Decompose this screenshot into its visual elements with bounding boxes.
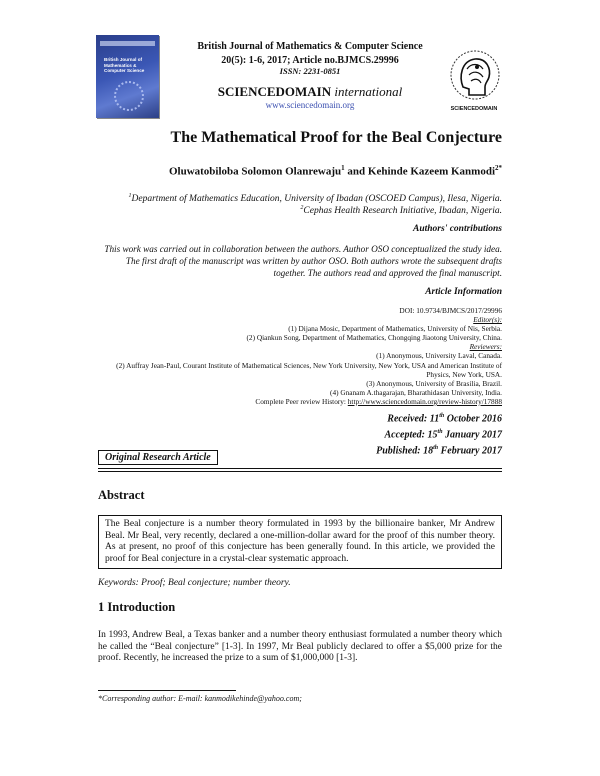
cover-emblem-icon (114, 81, 144, 111)
journal-name: British Journal of Mathematics & Computer Science 20(5): 1-6, 2017; Article no.BJMCS.29996 (160, 40, 460, 68)
published-date: Published: 18th February 2017 (376, 444, 502, 456)
doi: DOI: 10.9734/BJMCS/2017/29996 (399, 306, 502, 315)
publisher-website-link[interactable]: www.sciencedomain.org (265, 100, 355, 110)
abstract-heading: Abstract (98, 488, 145, 502)
cover-title: British Journal of Mathematics & Computer Science (104, 57, 145, 73)
divider (98, 468, 502, 469)
reviewer-item: (3) Anonymous, University of Brasilia, Brazil. (366, 378, 502, 388)
publication-dates (300, 410, 502, 457)
corresponding-author-footnote: *Corresponding author: E-mail: kanmodikehinde@yahoo.com; (98, 694, 302, 703)
contributions-heading: Authors' contributions (413, 224, 502, 234)
logo-label: SCIENCEDOMAIN (450, 106, 498, 112)
footnote-divider (98, 690, 236, 691)
article-type-badge: Original Research Article (98, 450, 218, 465)
reviewer-item: (4) Gnanam A.thagarajan, Bharathidasan University, India. (330, 387, 502, 397)
reviewer-item: (1) Anonymous, University Laval, Canada. (376, 351, 502, 361)
editors-label: Editor(s): (473, 315, 502, 325)
reviewers-label: Reviewers: (469, 342, 502, 352)
author-list: Oluwatobiloba Solomon Olanrewaju$^1$ and Kehinde Kazeem Kanmodi$^{2*}$ (168, 164, 502, 178)
affiliation-1: $^1$Department of Mathematics Education, University of Ibadan (OSCOED Campus), Ilesa, Nigeria. (128, 193, 502, 205)
introduction-text: In 1993, Andrew Beal, a Texas banker and a number theory enthusiast formulated a number theory which he called the “Beal conjecture” [1-3]. In 1997, Mr Beal publicly declared to offer a $5,000 prize for the proof. Recently, he increased the prize to a sum of $1,000,000 [1-3]. (98, 630, 502, 664)
sciencedomain-logo-icon (449, 47, 501, 109)
abstract-text: The Beal conjecture is a number theory formulated in 1993 by the billionaire banker, Mr Andrew Beal. Mr Beal, very recently, declared a one-million-dollar award for the proof of this number theory. As at present, no proof of this conjecture has been generally found. In this article, we provided the proof for Beal conjecture in a crystal-clear systematic approach. (98, 515, 502, 569)
paper-title: The Mathematical Proof for the Beal Conjecture (170, 129, 502, 146)
editor-item: (1) Dijana Mosic, Department of Mathematics, University of Nis, Serbia. (288, 324, 502, 334)
peer-review-link[interactable]: http://www.sciencedomain.org/review-history/17888 (347, 396, 502, 406)
reviewer-item: Physics, New York, USA. (426, 369, 502, 379)
issn: ISSN: 2231-0851 (279, 66, 341, 76)
keywords: Keywords: Proof; Beal conjecture; number theory. (98, 578, 291, 588)
volume-line: 20(5): 1-6, 2017; Article no.BJMCS.29996 (221, 55, 399, 66)
introduction-heading: 1 Introduction (98, 600, 176, 614)
contributions-text: This work was carried out in collaboration between the authors. Author OSO conceptualized the study idea. The first draft of the manuscript was written by author OSO. Both authors wrote the subsequent drafts together. The authors read and approved the final manuscript. (104, 244, 502, 278)
divider (98, 471, 502, 472)
publisher-name: SCIENCEDOMAIN international (217, 84, 403, 99)
received-date: Received: 11th October 2016 (387, 413, 502, 425)
affiliation-2: $^2$Cephas Health Research Initiative, Ibadan, Nigeria. (300, 205, 502, 217)
editor-item: (2) Qiankun Song, Department of Mathematics, Chongqing Jiaotong University, China. (246, 333, 502, 343)
accepted-date: Accepted: 15th January 2017 (384, 428, 502, 441)
journal-cover-image (96, 35, 159, 118)
article-info-heading: Article Information (425, 287, 502, 297)
peer-review-history: Complete Peer review History: http://www.sciencedomain.org/review-history/17888 (255, 396, 502, 406)
reviewer-item: (2) Auffray Jean-Paul, Courant Institute of Mathematical Sciences, New York University, New York, USA and American Institute of (116, 360, 502, 370)
article-info-block (40, 306, 502, 406)
